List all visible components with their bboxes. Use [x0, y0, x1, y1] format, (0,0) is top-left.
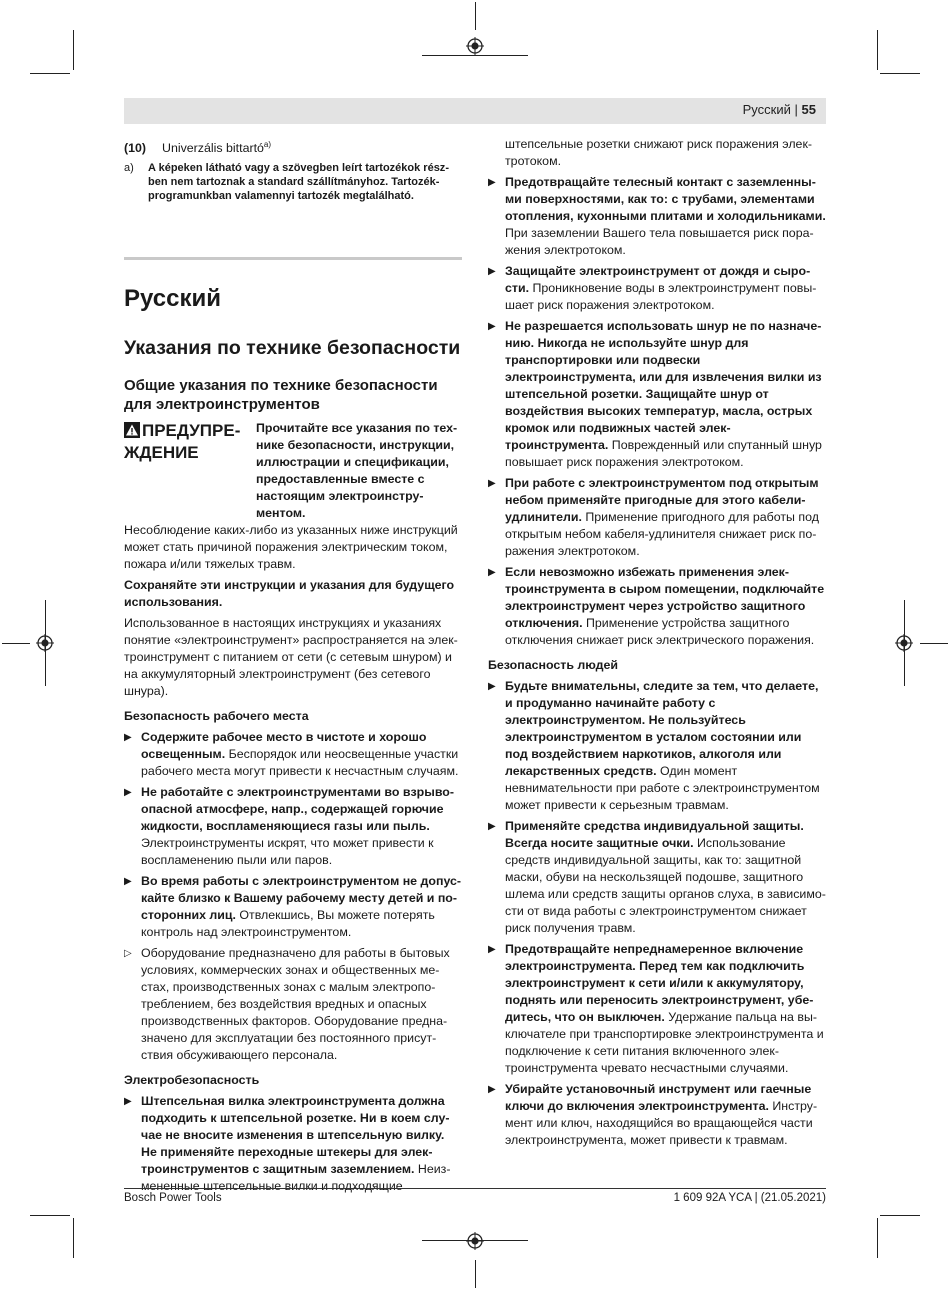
- crop-mark: [422, 55, 528, 56]
- footnote: [124, 161, 462, 203]
- item-text: При заземлении Вашего тела повышается риск поражения электротоком.: [505, 226, 814, 257]
- item-text: Поврежденный или спутанный шнур повышает риск поражения электротоком.: [505, 438, 822, 469]
- crop-mark: [920, 643, 948, 644]
- footnote-text: A képeken látható vagy a szövegben leírt tartozékok részben nem tartoznak a standard szállítmányhoz. Tartozékprogramunkban valamennyi tartozék megtalálható.: [148, 162, 449, 203]
- item-text: Проникновение воды в электроинструмент повышает риск поражения электротоком.: [505, 281, 817, 312]
- legend-item-10: [124, 136, 462, 157]
- item-bold: Содержите рабочее место в чистоте и хорошо освещенным.: [141, 730, 427, 762]
- warning-triangle-icon: [124, 422, 140, 438]
- section-heading: Указания по технике безопасности: [124, 337, 461, 360]
- page-number: 55: [801, 102, 816, 117]
- crop-mark: [475, 2, 476, 30]
- legend-text: Univerzális bittartó: [162, 141, 264, 156]
- electrical-heading: Электробезопасность: [124, 1073, 260, 1088]
- crop-mark: [475, 1260, 476, 1288]
- item-bold: Штепсельная вилка электроинструмента должна подходить к штепсельной розетке. Ни в коем случае не вносите изменения в штепсельную вилку. Не применяйте переходные штекеры для электроинструментов с защитным заземлением.: [141, 1094, 450, 1177]
- work-area-heading: Безопасность рабочего места: [124, 709, 309, 724]
- header-text: [743, 102, 816, 117]
- item-bold: Не работайте с электроинструментами во взрывоопасной атмосфере, напр., содержащей горючие жидкости, воспламеняющиеся газы или пыль.: [141, 785, 454, 834]
- item-text: Инструмент или ключ, находящийся во вращающейся части электроинструмента, может привести к травмам.: [505, 1099, 818, 1147]
- list-item: [488, 1081, 826, 1149]
- warning-body: Несоблюдение каких-либо из указанных ниже инструкций может стать причиной поражения электрическим током, пожара и/или тяжелых травм.: [124, 523, 458, 572]
- subsection-heading: Общие указания по технике безопасности для электроинструментов: [124, 377, 438, 414]
- crop-mark: [880, 73, 920, 74]
- item-bold: Убирайте установочный инструмент или гаечные ключи до включения электроинструмента.: [505, 1082, 812, 1113]
- item-bold: Защищайте электроинструмент от дождя и сырости.: [505, 264, 811, 295]
- language-title: Русский: [124, 285, 221, 313]
- item-text: Применение пригодного для работы под открытым небом кабеля-удлинителя снижает риск поражения электротоком.: [505, 510, 819, 558]
- personal-safety-heading: Безопасность людей: [488, 658, 619, 672]
- registration-mark-icon: [36, 634, 54, 652]
- page-header: [124, 98, 826, 124]
- registration-mark-icon: [466, 1232, 484, 1250]
- list-item: [124, 729, 462, 780]
- item-bold: Предотвращайте непреднамеренное включение электроинструмента. Перед тем как подключить электроинструмент к сети и/или к аккумулятору, поднять или переносить электроинструмент, убедитесь, что он выключен.: [505, 942, 814, 1024]
- keep-instructions: Сохраняйте эти инструкции и указания для будущего использования.: [124, 578, 455, 610]
- list-item: [124, 945, 462, 1064]
- header-language: Русский: [742, 102, 791, 117]
- item-bold: Предотвращайте телесный контакт с заземленными поверхностями, как то: с трубами, элементами отопления, кухонными плитами и холодильниками.: [505, 175, 826, 223]
- crop-mark: [73, 30, 74, 70]
- warning-block: [124, 420, 462, 522]
- list-item: [124, 784, 462, 869]
- warning-bold-text: Прочитайте все указания по технике безопасности, инструкции, иллюстрации и спецификации, предоставленные вместе с настоящим электроинструментом.: [256, 421, 458, 521]
- warning-label: [124, 420, 252, 464]
- crop-mark: [73, 1218, 74, 1258]
- footer-doc-code: 1 609 92A YCA | (21.05.2021): [673, 1192, 826, 1204]
- item-text: Удержание пальца на выключателе при транспортировке электроинструмента и подключение к сети питания включенного электроинструмента чревато несчастными случаями.: [505, 1010, 824, 1075]
- item-text: Использование средств индивидуальной защиты, как то: защитной маски, обуви на нескользящей подошве, защитного шлема или средств защиты органов слуха, в зависимости от вида работы с электроинструментом снижает риск получения травм.: [505, 836, 826, 935]
- list-item: [488, 263, 826, 314]
- item-bold: Не разрешается использовать шнур не по назначению. Никогда не используйте шнур для транспортировки или подвески электроинструмента, или для извлечения вилки из штепсельной розетки. Защищайте шнур от воздействия высоких температур, масла, острых кромок или подвижных частей электроинструмента.: [505, 319, 822, 452]
- legend-sup: a): [263, 140, 272, 149]
- list-item: [124, 1093, 462, 1195]
- crop-mark: [2, 643, 30, 644]
- item-text: Электроинструменты искрят, что может привести к воспламенению пыли или паров.: [141, 836, 434, 868]
- item-text: Один момент невнимательности при работе с электроинструментом может привести к серьезным травмам.: [505, 764, 820, 812]
- crop-mark: [30, 1215, 70, 1216]
- section-divider: [124, 257, 462, 260]
- item-text: Беспорядок или неосвещенные участки рабочего места могут привести к несчастным случаям.: [141, 747, 459, 779]
- crop-mark: [30, 73, 70, 74]
- list-item: [488, 318, 826, 471]
- crop-mark: [877, 30, 878, 70]
- item-bold: Если невозможно избежать применения электроинструмента в сыром помещении, подключайте электроинструмент через устройство защитного отключения.: [505, 565, 825, 630]
- crop-mark: [877, 1218, 878, 1258]
- list-item: [488, 678, 826, 814]
- item-text: Отвлекшись, Вы можете потерять контроль над электроинструментом.: [141, 908, 435, 940]
- list-item: [488, 174, 826, 259]
- footnote-key: a): [124, 162, 134, 175]
- item-text: Оборудование предназначено для работы в бытовых условиях, коммерческих зонах и общественных местах, производственных зонах с малым электропотреблением, без воздействия вредных и опасных производственных факторов. Оборудование предназначено для эксплуатации без постоянного присутствия обсуживающего персонала.: [141, 946, 450, 1063]
- registration-mark-icon: [895, 634, 913, 652]
- list-item: [488, 475, 826, 560]
- continued-text: штепсельные розетки снижают риск поражения электротоком.: [505, 137, 813, 168]
- list-item: [488, 818, 826, 937]
- header-separator: |: [794, 102, 798, 117]
- footer-brand: Bosch Power Tools: [124, 1192, 222, 1204]
- crop-mark: [880, 1215, 920, 1216]
- warning-label-text: ПРЕДУПРЕЖДЕНИЕ: [124, 421, 241, 463]
- term-definition: Использованное в настоящих инструкциях и указаниях понятие «электроинструмент» распространяется на электроинструмент с питанием от сети (с сетевым шнуром) и на аккумуляторный электроинструмент (без сетевого шнура).: [124, 616, 458, 699]
- registration-mark-icon: [466, 37, 484, 55]
- list-item: [488, 564, 826, 649]
- item-bold: Во время работы с электроинструментом не допускайте близко к Вашему рабочему месту детей и посторонних лиц.: [141, 874, 462, 923]
- list-item: [488, 941, 826, 1077]
- item-text: Применение устройства защитного отключения снижает риск электрического поражения.: [505, 616, 815, 647]
- item-text: Неизмененные штепсельные вилки и подходящие: [141, 1162, 451, 1194]
- footer-rule: [124, 1188, 826, 1189]
- item-bold: Применяйте средства индивидуальной защиты. Всегда носите защитные очки.: [505, 819, 804, 850]
- right-column: [488, 136, 826, 1153]
- item-bold: При работе с электроинструментом под открытым небом применяйте пригодные для этого кабели-удлинители.: [505, 476, 819, 524]
- left-column: [124, 136, 462, 1199]
- item-bold: Будьте внимательны, следите за тем, что делаете, и продуманно начинайте работу с электроинструментом. Не пользуйтесь электроинструментом в усталом состоянии или под воздействием наркотиков, алкоголя или лекарственных средств.: [505, 679, 819, 778]
- legend-number: (10): [124, 141, 147, 156]
- list-item: [124, 873, 462, 941]
